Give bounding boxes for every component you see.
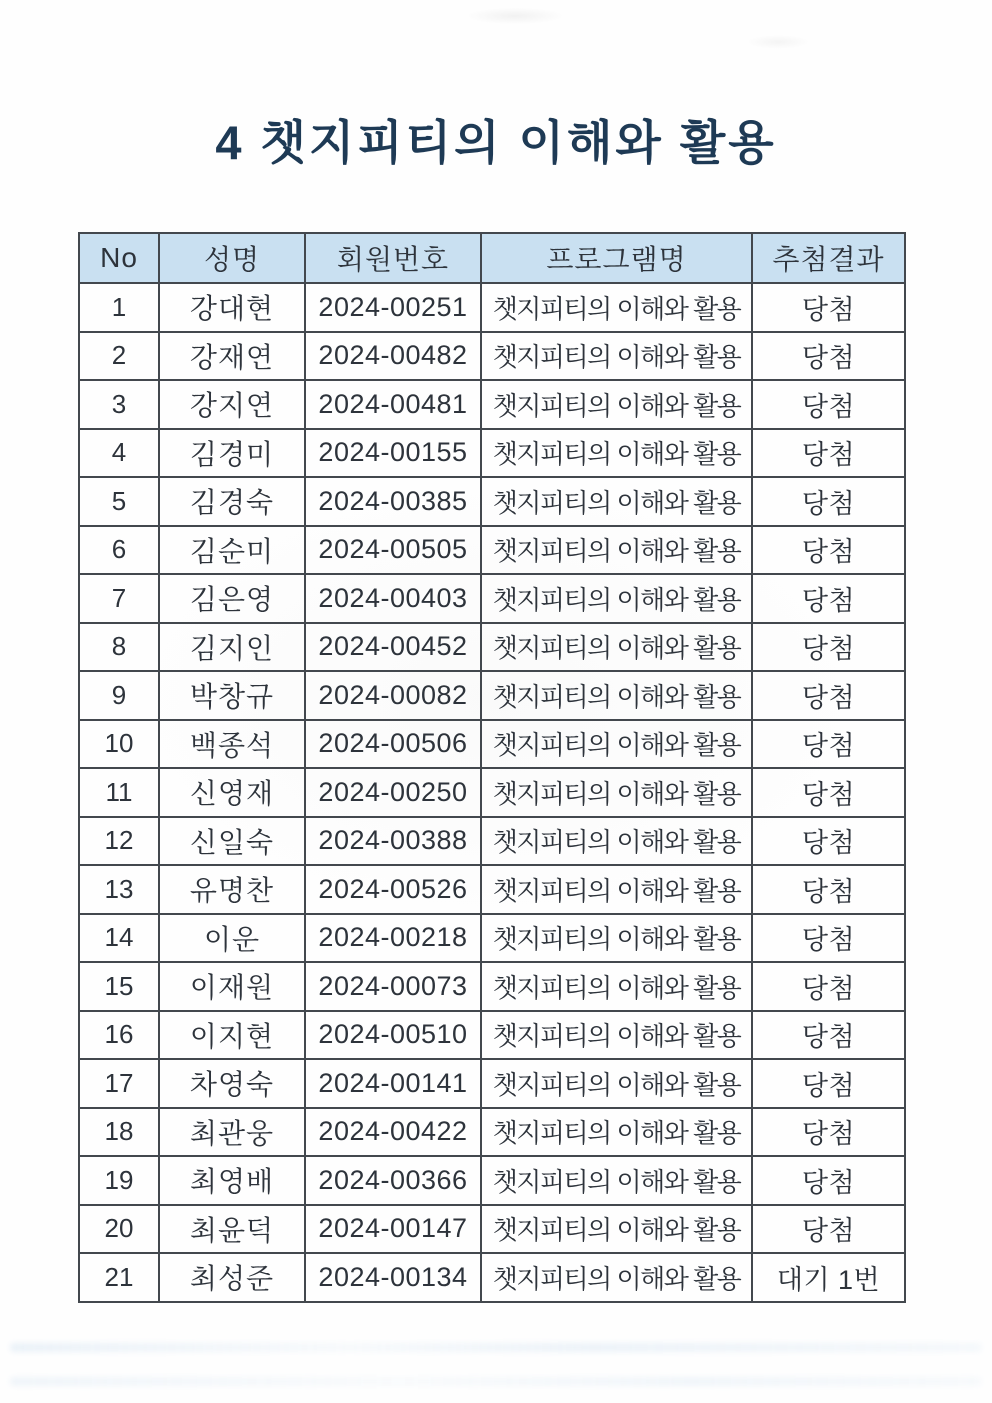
scan-bleed-artifact — [10, 1343, 982, 1352]
table-cell: 2024-00482 — [305, 332, 481, 381]
table-cell: 김순미 — [159, 526, 305, 575]
table-cell: 챗지피티의 이해와 활용 — [481, 768, 752, 817]
table-cell: 당첨 — [752, 865, 905, 914]
table-row — [79, 817, 905, 866]
table-row — [79, 1253, 905, 1302]
table-cell: 챗지피티의 이해와 활용 — [481, 1253, 752, 1302]
table-body — [79, 283, 905, 1302]
table-cell: 당첨 — [752, 671, 905, 720]
table-cell: 2024-00073 — [305, 962, 481, 1011]
table-cell: 15 — [79, 962, 159, 1011]
table-cell: 챗지피티의 이해와 활용 — [481, 1059, 752, 1108]
table-cell: 챗지피티의 이해와 활용 — [481, 817, 752, 866]
table-cell: 당첨 — [752, 1059, 905, 1108]
table-row — [79, 574, 905, 623]
table-header-row — [79, 233, 905, 283]
table-cell: 챗지피티의 이해와 활용 — [481, 526, 752, 575]
table-cell: 챗지피티의 이해와 활용 — [481, 283, 752, 332]
table-cell: 이지현 — [159, 1011, 305, 1060]
table-row — [79, 1156, 905, 1205]
table-header — [79, 233, 905, 283]
table-cell: 2024-00366 — [305, 1156, 481, 1205]
table-cell: 챗지피티의 이해와 활용 — [481, 865, 752, 914]
scan-bleed-artifact — [10, 1377, 982, 1386]
table-cell: 12 — [79, 817, 159, 866]
table-cell: 당첨 — [752, 380, 905, 429]
column-header-1: 성명 — [159, 233, 305, 283]
table-cell: 당첨 — [752, 1108, 905, 1157]
table-cell: 챗지피티의 이해와 활용 — [481, 962, 752, 1011]
table-cell: 챗지피티의 이해와 활용 — [481, 1205, 752, 1254]
table-cell: 2024-00134 — [305, 1253, 481, 1302]
table-cell: 챗지피티의 이해와 활용 — [481, 1108, 752, 1157]
table-cell: 2 — [79, 332, 159, 381]
table-cell: 11 — [79, 768, 159, 817]
table-cell: 최윤덕 — [159, 1205, 305, 1254]
table-cell: 2024-00155 — [305, 429, 481, 478]
table-cell: 최관웅 — [159, 1108, 305, 1157]
table-cell: 당첨 — [752, 477, 905, 526]
table-cell: 챗지피티의 이해와 활용 — [481, 720, 752, 769]
table-cell: 2024-00481 — [305, 380, 481, 429]
table-row — [79, 332, 905, 381]
table-cell: 당첨 — [752, 962, 905, 1011]
table-cell: 16 — [79, 1011, 159, 1060]
table-cell: 유명찬 — [159, 865, 305, 914]
table-cell: 챗지피티의 이해와 활용 — [481, 429, 752, 478]
table-cell: 10 — [79, 720, 159, 769]
table-cell: 당첨 — [752, 720, 905, 769]
table-cell: 당첨 — [752, 332, 905, 381]
table-cell: 이운 — [159, 914, 305, 963]
table-cell: 챗지피티의 이해와 활용 — [481, 671, 752, 720]
table-cell: 20 — [79, 1205, 159, 1254]
table-cell: 챗지피티의 이해와 활용 — [481, 477, 752, 526]
table-cell: 8 — [79, 623, 159, 672]
table-cell: 박창규 — [159, 671, 305, 720]
table-row — [79, 1108, 905, 1157]
column-header-3: 프로그램명 — [481, 233, 752, 283]
table-cell: 5 — [79, 477, 159, 526]
table-cell: 김은영 — [159, 574, 305, 623]
table-cell: 2024-00452 — [305, 623, 481, 672]
table-cell: 2024-00251 — [305, 283, 481, 332]
table-cell: 백종석 — [159, 720, 305, 769]
table-cell: 2024-00250 — [305, 768, 481, 817]
table-cell: 2024-00082 — [305, 671, 481, 720]
table-row — [79, 720, 905, 769]
table-cell: 18 — [79, 1108, 159, 1157]
table-cell: 김경숙 — [159, 477, 305, 526]
table-row — [79, 1011, 905, 1060]
table-cell: 3 — [79, 380, 159, 429]
table-cell: 차영숙 — [159, 1059, 305, 1108]
table-cell: 이재원 — [159, 962, 305, 1011]
table-cell: 당첨 — [752, 1011, 905, 1060]
table-cell: 2024-00403 — [305, 574, 481, 623]
table-cell: 당첨 — [752, 914, 905, 963]
table-cell: 신영재 — [159, 768, 305, 817]
table-row — [79, 429, 905, 478]
table-row — [79, 477, 905, 526]
table-cell: 2024-00385 — [305, 477, 481, 526]
table-cell: 강지연 — [159, 380, 305, 429]
table-row — [79, 914, 905, 963]
table-row — [79, 1059, 905, 1108]
table-row — [79, 283, 905, 332]
table-cell: 강대현 — [159, 283, 305, 332]
table-cell: 4 — [79, 429, 159, 478]
table-cell: 챗지피티의 이해와 활용 — [481, 1156, 752, 1205]
table-cell: 2024-00505 — [305, 526, 481, 575]
table-cell: 챗지피티의 이해와 활용 — [481, 1011, 752, 1060]
table-cell: 9 — [79, 671, 159, 720]
table-cell: 챗지피티의 이해와 활용 — [481, 623, 752, 672]
table-cell: 2024-00510 — [305, 1011, 481, 1060]
table-cell: 1 — [79, 283, 159, 332]
table-cell: 2024-00526 — [305, 865, 481, 914]
table-cell: 당첨 — [752, 526, 905, 575]
table-cell: 김경미 — [159, 429, 305, 478]
column-header-0: No — [79, 233, 159, 283]
table-cell: 당첨 — [752, 1205, 905, 1254]
table-cell: 2024-00218 — [305, 914, 481, 963]
table-row — [79, 1205, 905, 1254]
table-cell: 19 — [79, 1156, 159, 1205]
table-row — [79, 865, 905, 914]
table-cell: 2024-00141 — [305, 1059, 481, 1108]
table-cell: 2024-00506 — [305, 720, 481, 769]
table-cell: 당첨 — [752, 429, 905, 478]
table-row — [79, 623, 905, 672]
table-cell: 최영배 — [159, 1156, 305, 1205]
table-row — [79, 380, 905, 429]
column-header-4: 추첨결과 — [752, 233, 905, 283]
table-cell: 당첨 — [752, 574, 905, 623]
table-row — [79, 962, 905, 1011]
table-cell: 2024-00422 — [305, 1108, 481, 1157]
table-cell: 챗지피티의 이해와 활용 — [481, 574, 752, 623]
table-row — [79, 526, 905, 575]
table-cell: 17 — [79, 1059, 159, 1108]
table-row — [79, 671, 905, 720]
lottery-results-table — [78, 232, 906, 1303]
table-cell: 최성준 — [159, 1253, 305, 1302]
table-cell: 2024-00388 — [305, 817, 481, 866]
table-cell: 13 — [79, 865, 159, 914]
page-title: 4 챗지피티의 이해와 활용 — [215, 116, 777, 169]
table-cell: 챗지피티의 이해와 활용 — [481, 332, 752, 381]
table-cell: 대기 1번 — [752, 1253, 905, 1302]
table-cell: 당첨 — [752, 768, 905, 817]
table-cell: 당첨 — [752, 283, 905, 332]
table-cell: 6 — [79, 526, 159, 575]
table-cell: 14 — [79, 914, 159, 963]
table-cell: 챗지피티의 이해와 활용 — [481, 914, 752, 963]
table-cell: 7 — [79, 574, 159, 623]
table-cell: 강재연 — [159, 332, 305, 381]
table-row — [79, 768, 905, 817]
table-cell: 당첨 — [752, 623, 905, 672]
table-cell: 챗지피티의 이해와 활용 — [481, 380, 752, 429]
table-cell: 김지인 — [159, 623, 305, 672]
table-cell: 당첨 — [752, 817, 905, 866]
table-cell: 당첨 — [752, 1156, 905, 1205]
column-header-2: 회원번호 — [305, 233, 481, 283]
table-cell: 신일숙 — [159, 817, 305, 866]
table-cell: 2024-00147 — [305, 1205, 481, 1254]
table-cell: 21 — [79, 1253, 159, 1302]
